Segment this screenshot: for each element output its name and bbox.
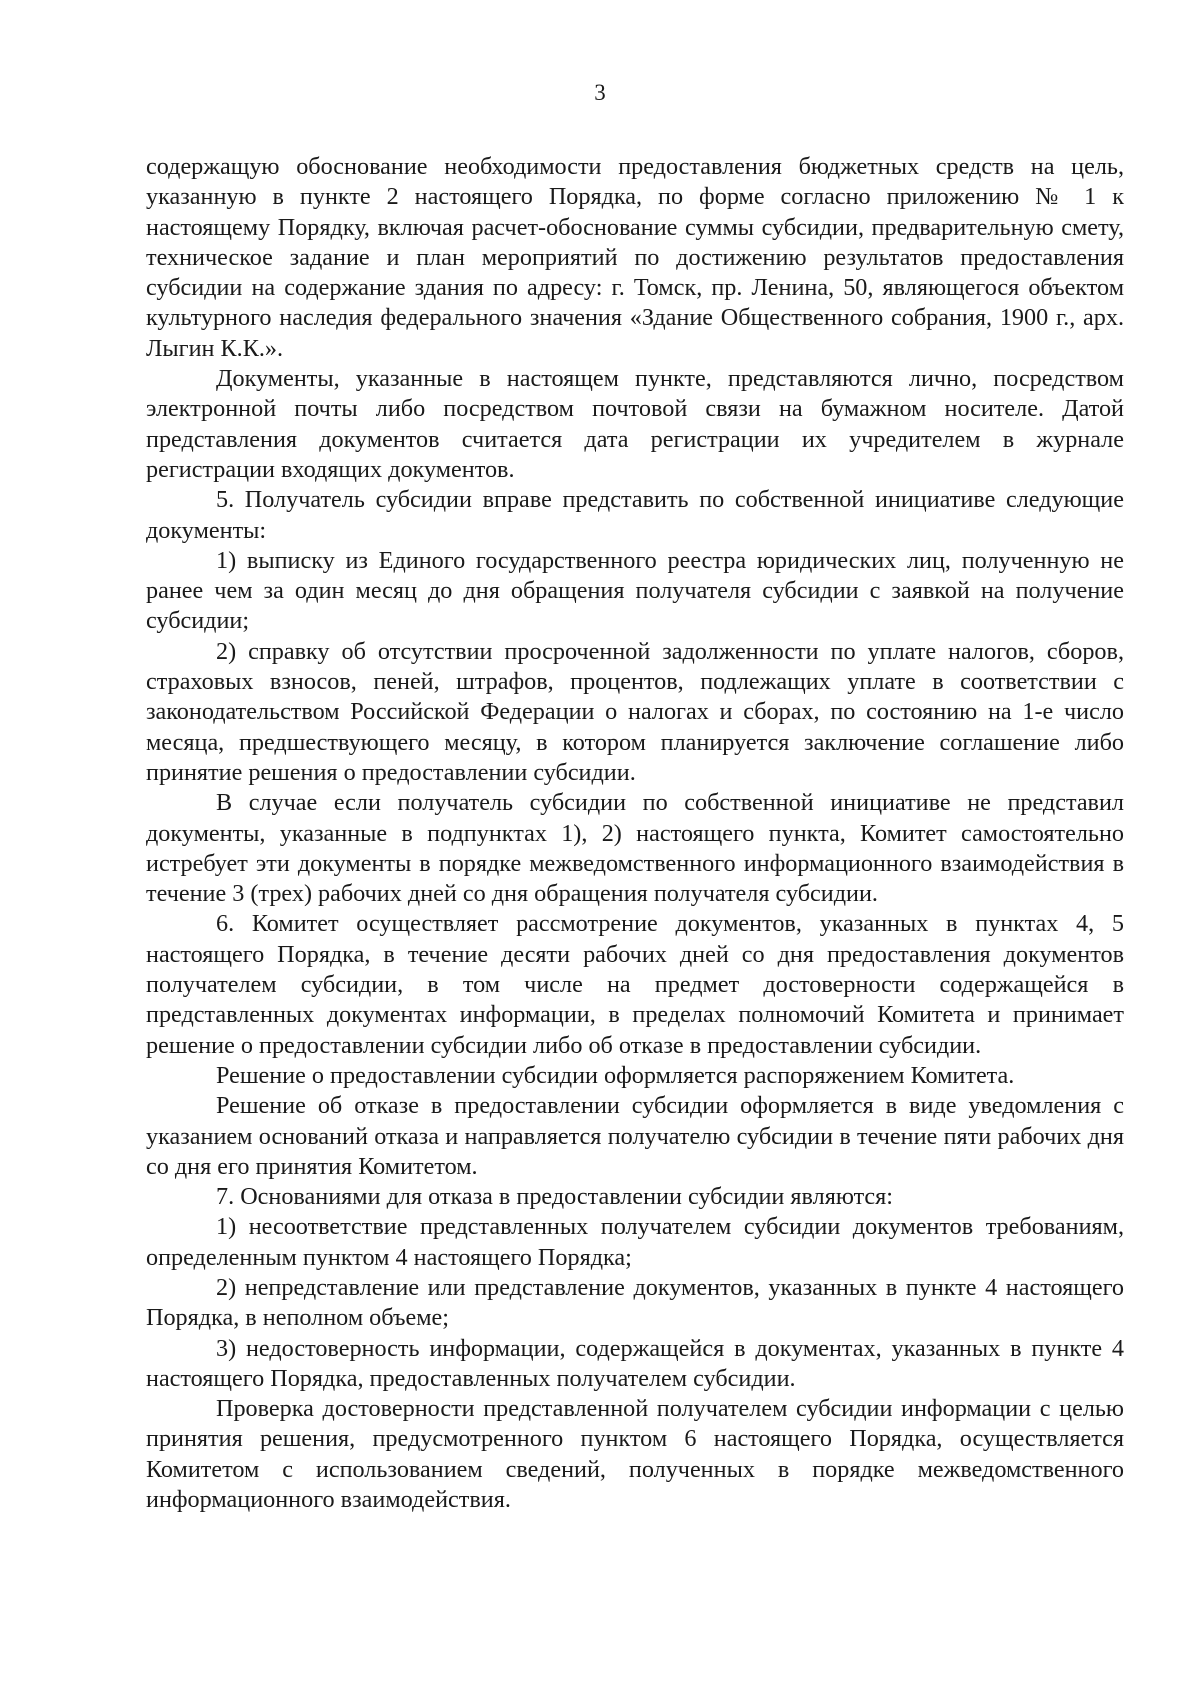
paragraph: 1) несоответствие представленных получателем субсидии документов требованиям, определенным пунктом 4 настоящего Порядка;	[146, 1213, 1124, 1271]
paragraph: 1) выписку из Единого государственного реестра юридических лиц, полученную не ранее чем за один месяц до дня обращения получателя субсидии с заявкой на получение субсидии;	[146, 546, 1124, 635]
paragraph: Решение о предоставлении субсидии оформляется распоряжением Комитета.	[216, 1061, 1015, 1089]
paragraph: 6. Комитет осуществляет рассмотрение документов, указанных в пунктах 4, 5 настоящего Порядка, в течение десяти рабочих дней со дня предоставления документов получателем субсидии, в том числе на предмет достоверности содержащейся в представленных документах информации, в пределах полномочий Комитета и принимает решение о предоставлении субсидии либо об отказе в предоставлении субсидии.	[146, 910, 1124, 1059]
paragraph: 7. Основаниями для отказа в предоставлении субсидии являются:	[216, 1183, 894, 1211]
paragraph: Решение об отказе в предоставлении субсидии оформляется в виде уведомления с указанием оснований отказа и направляется получателю субсидии в течение пяти рабочих дня со дня его принятия Комитетом.	[146, 1092, 1124, 1180]
paragraph: 5. Получатель субсидии вправе представить по собственной инициативе следующие документы:	[146, 486, 1124, 544]
paragraph: 2) справку об отсутствии просроченной задолженности по уплате налогов, сборов, страховых взносов, пеней, штрафов, процентов, подлежащих уплате в соответствии с законодательством Российской Федерации о налогах и сборах, по состоянию на 1-е число месяца, предшествующего месяцу, в котором планируется заключение соглашение либо принятие решения о предоставлении субсидии.	[146, 637, 1124, 786]
paragraph: содержащую обоснование необходимости предоставления бюджетных средств на цель, указанную в пункте 2 настоящего Порядка, по форме согласно приложению № 1 к настоящему Порядку, включая расчет-обоснование суммы субсидии, предварительную смету, техническое задание и план мероприятий по достижению результатов предоставления субсидии на содержание здания по адресу: г. Томск, пр. Ленина, 50, являющегося объектом культурного наследия федерального значения «Здание Общественного собрания, 1900 г., арх. Лыгин К.К.».	[146, 153, 1124, 362]
paragraph: 2) непредставление или представление документов, указанных в пункте 4 настоящего Порядка, в неполном объеме;	[146, 1273, 1124, 1332]
paragraph: Проверка достоверности представленной получателем субсидии информации с целью принятия решения, предусмотренного пунктом 6 настоящего Порядка, осуществляется Комитетом с использованием сведений, полученных в порядке межведомственного информационного взаимодействия.	[146, 1395, 1124, 1514]
page-number: 3	[594, 80, 606, 105]
paragraph: В случае если получатель субсидии по собственной инициативе не представил документы, указанные в подпунктах 1), 2) настоящего пункта, Комитет самостоятельно истребует эти документы в порядке межведомственного информационного взаимодействия в течение 3 (трех) рабочих дней со дня обращения получателя субсидии.	[146, 789, 1124, 908]
document-body	[146, 152, 1124, 1515]
paragraph: Документы, указанные в настоящем пункте, представляются лично, посредством электронной почты либо посредством почтовой связи на бумажном носителе. Датой представления документов считается дата регистрации их учредителем в журнале регистрации входящих документов.	[146, 365, 1124, 483]
paragraph: 3) недостоверность информации, содержащейся в документах, указанных в пункте 4 настоящего Порядка, предоставленных получателем субсидии.	[146, 1334, 1124, 1392]
